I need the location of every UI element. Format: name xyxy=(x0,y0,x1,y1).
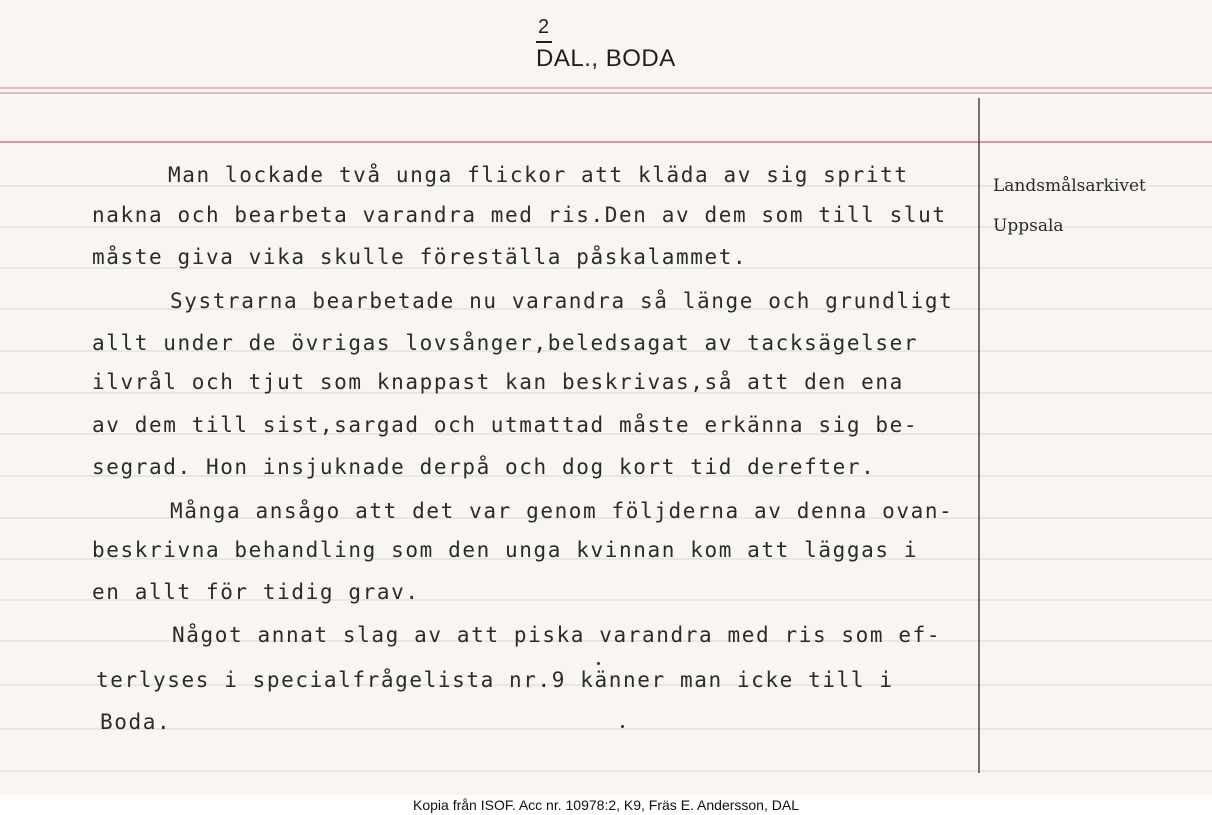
page-number: 2 xyxy=(538,16,550,38)
text-line: Något annat slag av att piska varandra med ris som ef- xyxy=(172,623,942,647)
margin-archive-name: Landsmålsarkivet xyxy=(993,176,1146,196)
ink-speck xyxy=(597,662,600,665)
text-line: av dem till sist,sargad och utmattad måste erkänna sig be- xyxy=(92,413,919,437)
text-line: beskrivna behandling som den unga kvinnan kom att läggas i xyxy=(92,538,919,562)
page-title: DAL., BODA xyxy=(536,45,676,72)
copy-footer: Kopia från ISOF. Acc nr. 10978:2, K9, Fräs E. Andersson, DAL xyxy=(0,795,1212,815)
margin-city: Uppsala xyxy=(993,216,1064,236)
text-line: allt under de övrigas lovsånger,beledsagat av tacksägelser xyxy=(92,331,919,355)
ink-speck xyxy=(621,725,624,728)
text-line: segrad. Hon insjuknade derpå och dog kort tid derefter. xyxy=(92,455,876,479)
text-line: Många ansågo att det var genom följderna av denna ovan- xyxy=(170,499,954,523)
text-line: måste giva vika skulle föreställa påskalammet. xyxy=(92,245,748,269)
text-line: Man lockade två unga flickor att kläda av sig spritt xyxy=(168,163,909,187)
page-number-underline xyxy=(536,41,552,43)
text-line: terlyses i specialfrågelista nr.9 känner man icke till i xyxy=(96,668,894,692)
text-line: en allt för tidig grav. xyxy=(92,580,420,604)
text-line: Boda. xyxy=(100,710,172,734)
text-line: nakna och bearbeta varandra med ris.Den av dem som till slut xyxy=(92,203,947,227)
text-line: ilvrål och tjut som knappast kan beskrivas,så att den ena xyxy=(92,370,904,394)
text-line: Systrarna bearbetade nu varandra så länge och grundligt xyxy=(170,289,954,313)
